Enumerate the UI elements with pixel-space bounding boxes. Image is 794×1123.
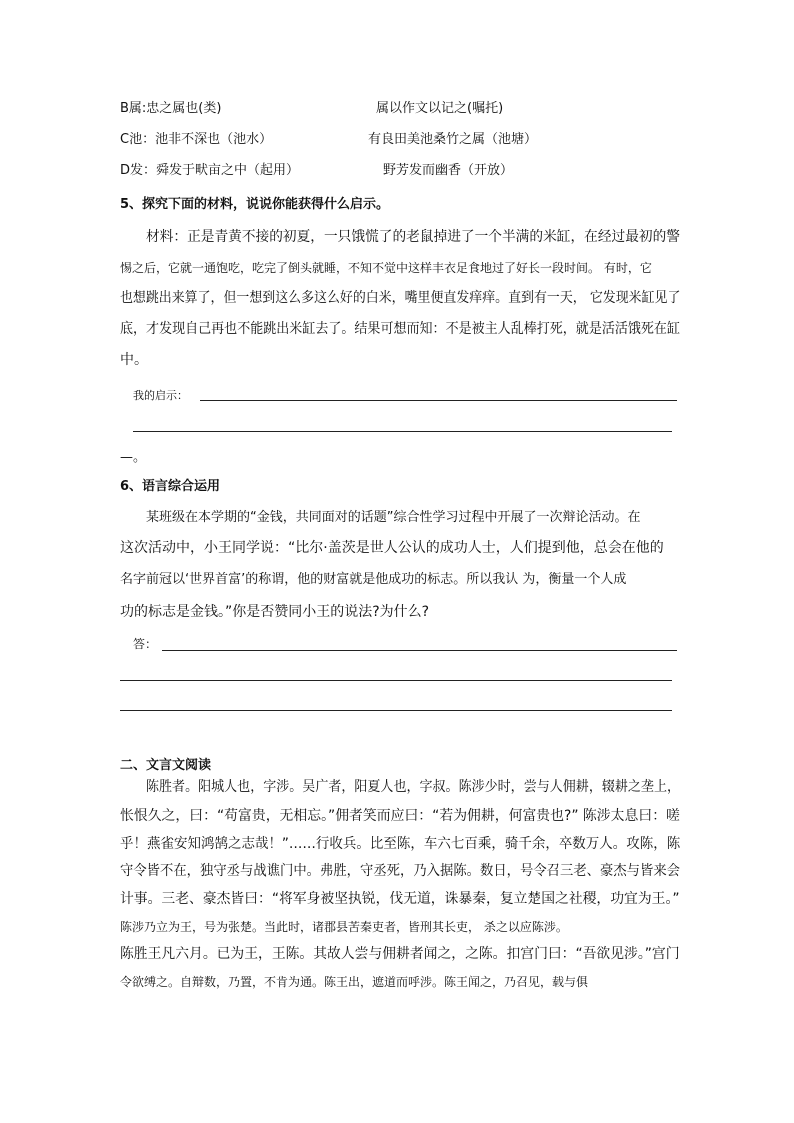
classical-text-line: 计事。三老、豪杰皆曰：“将军身被坚执锐，伐无道，诛暴秦，复立楚国之社稷，功宜为王。” — [120, 891, 680, 907]
q6-answer-label: 答： — [133, 637, 158, 651]
question-6-heading: 6、语言综合运用 — [120, 479, 221, 494]
q6-answer-blank[interactable] — [120, 680, 672, 681]
q6-text-line: 某班级在本学期的“金钱，共同面对的话题”综合性学习过程中开展了一次辩论活动。在 — [146, 510, 641, 525]
question-5-heading: 5、探究下面的材料，说说你能获得什么启示。 — [120, 197, 390, 212]
section-2-heading: 二、文言文阅读 — [120, 758, 212, 773]
q6-text-line: 名字前冠以‘世界首富’的称谓，他的财富就是他成功的标志。所以我认 为，衡量一个人成 — [120, 572, 627, 587]
q5-material-line: 中。 — [120, 352, 148, 368]
option-d-left: D发：舜发于畎亩之中（起用） — [120, 163, 300, 178]
q6-answer-blank[interactable] — [162, 650, 677, 651]
option-b-left: B属:忠之属也(类) — [120, 101, 222, 116]
q5-answer-blank[interactable] — [200, 400, 677, 401]
option-b-right: 属以作文以记之(嘱托) — [376, 101, 504, 116]
classical-text-line: 乎！燕雀安知鸿鹄之志哉！”……行收兵。比至陈，车六七百乘，骑千余，卒数万人。攻陈，陈 — [120, 836, 681, 852]
q6-text-line: 这次活动中，小王同学说：“比尔·盖茨是世人公认的成功人士，人们提到他，总会在他的 — [120, 540, 664, 556]
option-d-right: 野芳发而幽香（开放） — [383, 163, 514, 178]
q5-material-line: 底，才发现自己再也不能跳出米缸去了。结果可想而知：不是被主人乱棒打死，就是活活饿死在缸 — [120, 321, 680, 337]
q5-material-line: 惕之后，它就一通饱吃，吃完了倒头就睡，不知不觉中这样丰衣足食地过了好长一段时间。 有时，它 — [120, 261, 652, 275]
classical-text-line: 陈涉乃立为王，号为张楚。当此时，诸郡县苦秦吏者，皆刑其长吏， 杀之以应陈涉。 — [120, 920, 568, 934]
q5-material-line: 材料：正是青黄不接的初夏，一只饿慌了的老鼠掉进了一个半满的米缸，在经过最初的警 — [146, 229, 680, 245]
option-c-left: C池：池非不深也（池水） — [120, 132, 273, 147]
q5-answer-label: 我的启示： — [133, 389, 188, 402]
q6-text-line: 功的标志是金钱。”你是否赞同小王的说法?为什么? — [120, 604, 430, 620]
classical-text-line: 令欲缚之。自辩数，乃置，不肯为通。陈王出，遮道而呼涉。陈王闻之，乃召见，载与俱 — [120, 975, 589, 989]
q5-answer-end: —。 — [120, 450, 147, 465]
classical-text-line: 守令皆不在，独守丞与战谯门中。弗胜，守丞死，乃入据陈。数日，号令召三老、豪杰与皆来会 — [120, 863, 681, 879]
q5-answer-blank[interactable] — [133, 431, 672, 432]
classical-text-line: 陈胜王凡六月。已为王，王陈。其故人尝与佣耕者闻之，之陈。扣宫门曰：“吾欲见涉。”宫门 — [120, 946, 680, 962]
q5-material-line: 也想跳出来算了，但一想到这么多这么好的白米，嘴里便直发痒痒。直到有一天， 它发现米缸见了 — [120, 290, 681, 306]
classical-text-line: 怅恨久之，曰：“苟富贵，无相忘。”佣者笑而应曰：“若为佣耕，何富贵也?” 陈涉太息曰：嗟 — [120, 808, 680, 824]
option-c-right: 有良田美池桑竹之属（池塘） — [368, 132, 538, 147]
classical-text-line: 陈胜者。阳城人也，字涉。吴广者，阳夏人也，字叔。陈涉少时，尝与人佣耕，辍耕之垄上， — [146, 779, 680, 795]
q6-answer-blank[interactable] — [120, 710, 672, 711]
